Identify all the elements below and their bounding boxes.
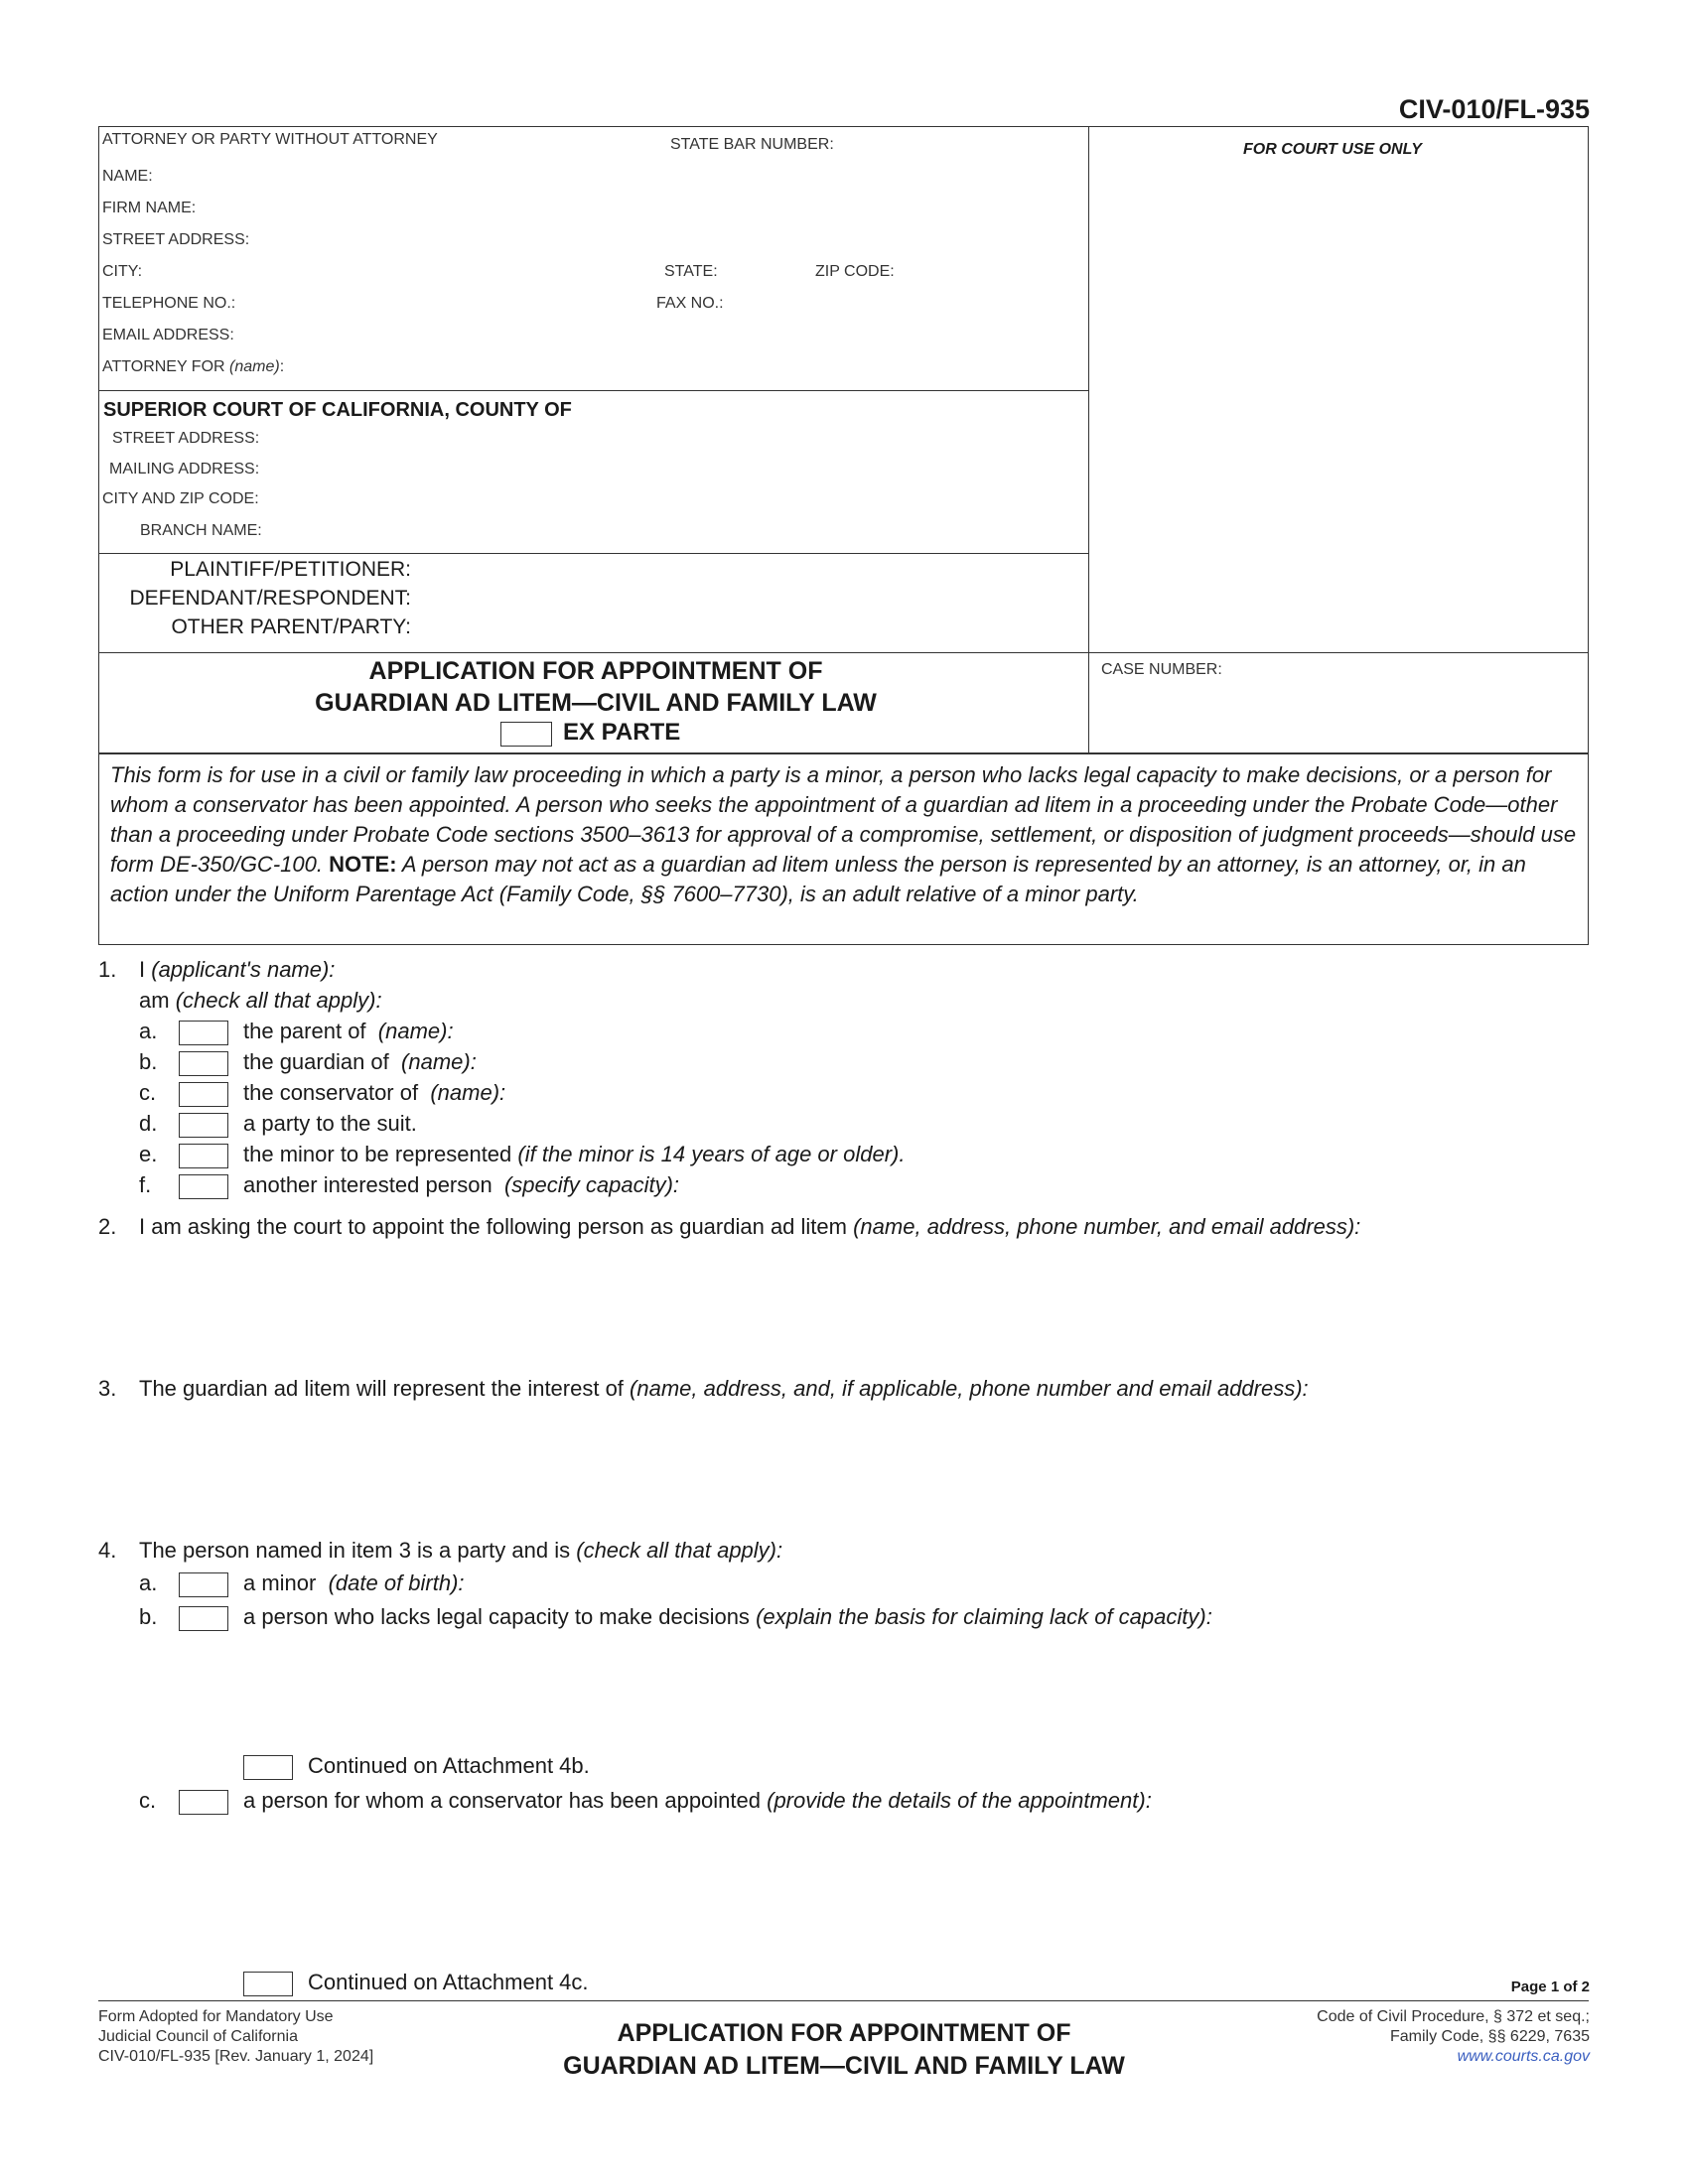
footer-right <box>1317 2007 1590 2067</box>
footer-council: Judicial Council of California <box>98 2028 298 2045</box>
footer-title-line1: APPLICATION FOR APPOINTMENT OF <box>617 2019 1071 2047</box>
rule <box>98 652 1589 653</box>
item4b-letter: b. <box>139 1604 158 1629</box>
instructions-notice: This form is for use in a civil or family law proceeding in which a party is a minor, a person who lacks legal capacity to make decisions, or a person for whom a conservator has been appointed. A person who seeks the appointment of a guardian ad litem in a proceeding under the Probate Code—other than a proceeding under Probate Code sections 3500–3613 for approval of a compromise, settlement, or disposition of judgment proceeds—should use form DE-350/GC-100. NOTE: A person may not act as a guardian ad litem unless the person is represented by an attorney, is an attorney, or, in an action under the Uniform Parentage Act (Family Code, §§ 7600–7730), is an adult relative of a minor party. <box>98 753 1589 945</box>
footer-title-line2: GUARDIAN AD LITEM—CIVIL AND FAMILY LAW <box>563 2052 1125 2080</box>
item1e-letter: e. <box>139 1142 158 1166</box>
item1a-letter: a. <box>139 1019 158 1043</box>
footer-code-family: Family Code, §§ 6229, 7635 <box>1389 2028 1590 2045</box>
item1b-checkbox[interactable] <box>179 1051 228 1076</box>
footer-title <box>447 2017 1241 2083</box>
item4b-checkbox[interactable] <box>179 1606 228 1631</box>
court-street-label: STREET ADDRESS: <box>112 430 260 447</box>
item4-number: 4. <box>98 1538 117 1563</box>
city-label: CITY: <box>102 263 143 280</box>
item1-am: am (check all that apply): <box>139 988 382 1013</box>
item1b-letter: b. <box>139 1049 158 1074</box>
item1-lead: I (applicant's name): <box>139 957 336 982</box>
other-party-label: OTHER PARENT/PARTY: <box>171 615 411 638</box>
item1c-checkbox[interactable] <box>179 1082 228 1107</box>
item4b-text: a person who lacks legal capacity to make decisions (explain the basis for claiming lack of capacity): <box>243 1604 1212 1629</box>
item2-text: I am asking the court to appoint the following person as guardian ad litem (name, address, phone number, and email address): <box>139 1214 1361 1239</box>
ex-parte-checkbox[interactable] <box>500 722 552 747</box>
footer-adopted: Form Adopted for Mandatory Use <box>98 2008 334 2025</box>
rule <box>98 390 1089 391</box>
item1a-checkbox[interactable] <box>179 1021 228 1045</box>
item1c-text: the conservator of (name): <box>243 1080 506 1105</box>
plaintiff-label: PLAINTIFF/PETITIONER: <box>170 558 411 581</box>
zip-label: ZIP CODE: <box>815 263 895 280</box>
rule <box>98 553 1089 554</box>
item4a-text: a minor (date of birth): <box>243 1570 465 1595</box>
page-number: Page 1 of 2 <box>1510 1979 1590 1995</box>
form-title-line1: APPLICATION FOR APPOINTMENT OF <box>368 657 823 685</box>
defendant-label: DEFENDANT/RESPONDENT: <box>129 587 411 610</box>
footer-revision: CIV-010/FL-935 [Rev. January 1, 2024] <box>98 2048 374 2065</box>
item1-number: 1. <box>98 957 117 982</box>
court-city-label: CITY AND ZIP CODE: <box>102 490 259 507</box>
item4-text: The person named in item 3 is a party and is (check all that apply): <box>139 1538 783 1563</box>
item1e-text: the minor to be represented (if the minor is 14 years of age or older). <box>243 1142 906 1166</box>
fax-label: FAX NO.: <box>656 295 724 312</box>
street-label: STREET ADDRESS: <box>102 231 250 248</box>
footer-code-ccp: Code of Civil Procedure, § 372 et seq.; <box>1317 2008 1590 2025</box>
attorney-heading: ATTORNEY OR PARTY WITHOUT ATTORNEY <box>102 131 438 148</box>
court-use-only: FOR COURT USE ONLY <box>1243 141 1422 158</box>
footer-left <box>98 2007 373 2067</box>
item4c-continued-checkbox[interactable] <box>243 1972 293 1996</box>
item4a-checkbox[interactable] <box>179 1572 228 1597</box>
footer-rule <box>98 2000 1589 2001</box>
item4b-continued-label: Continued on Attachment 4b. <box>308 1753 590 1778</box>
item1d-letter: d. <box>139 1111 158 1136</box>
court-title: SUPERIOR COURT OF CALIFORNIA, COUNTY OF <box>103 399 572 421</box>
item4c-text: a person for whom a conservator has been appointed (provide the details of the appointment): <box>243 1788 1152 1813</box>
court-branch-label: BRANCH NAME: <box>140 522 262 539</box>
state-label: STATE: <box>664 263 718 280</box>
state-bar-label: STATE BAR NUMBER: <box>670 136 834 153</box>
item1e-checkbox[interactable] <box>179 1144 228 1168</box>
item4a-letter: a. <box>139 1570 158 1595</box>
item1a-text: the parent of (name): <box>243 1019 454 1043</box>
courts-website-link[interactable]: www.courts.ca.gov <box>1457 2048 1590 2065</box>
attorney-for-label: ATTORNEY FOR (name): <box>102 358 285 375</box>
item4c-letter: c. <box>139 1788 157 1813</box>
item1f-checkbox[interactable] <box>179 1174 228 1199</box>
case-number-label: CASE NUMBER: <box>1101 661 1222 678</box>
item1f-letter: f. <box>139 1172 152 1197</box>
item1f-text: another interested person (specify capacity): <box>243 1172 680 1197</box>
item4c-continued-label: Continued on Attachment 4c. <box>308 1970 589 1994</box>
phone-label: TELEPHONE NO.: <box>102 295 236 312</box>
name-label: NAME: <box>102 168 153 185</box>
form-id: CIV-010/FL-935 <box>1398 94 1590 124</box>
item3-number: 3. <box>98 1376 117 1401</box>
item1d-checkbox[interactable] <box>179 1113 228 1138</box>
item4c-checkbox[interactable] <box>179 1790 228 1815</box>
item1c-letter: c. <box>139 1080 157 1105</box>
item3-text: The guardian ad litem will represent the interest of (name, address, and, if applicable, phone number and email address): <box>139 1376 1309 1401</box>
form-title-line2: GUARDIAN AD LITEM—CIVIL AND FAMILY LAW <box>315 689 877 717</box>
ex-parte-label: EX PARTE <box>563 719 681 746</box>
court-mailing-label: MAILING ADDRESS: <box>109 461 260 478</box>
item4b-continued-checkbox[interactable] <box>243 1755 293 1780</box>
item1b-text: the guardian of (name): <box>243 1049 477 1074</box>
email-label: EMAIL ADDRESS: <box>102 327 234 343</box>
item1d-text: a party to the suit. <box>243 1111 417 1136</box>
firm-label: FIRM NAME: <box>102 200 197 216</box>
item2-number: 2. <box>98 1214 117 1239</box>
